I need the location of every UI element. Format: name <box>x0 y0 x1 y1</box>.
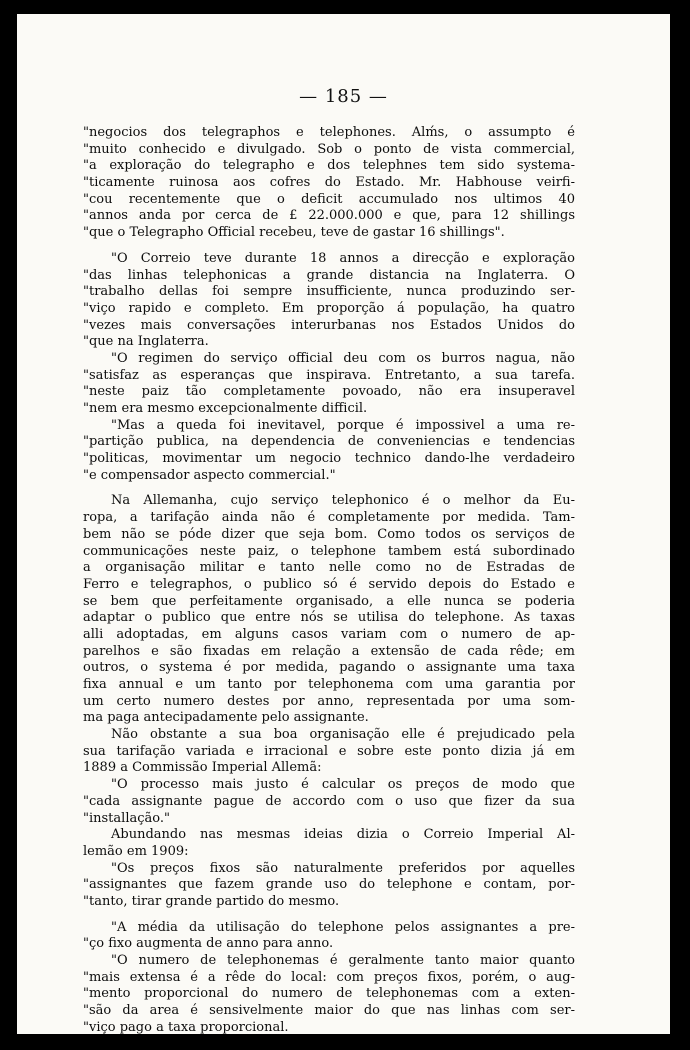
text-line: "a exploração do telegrapho e dos telephnes tem sido systema- <box>83 158 575 174</box>
text-line: lemão em 1909: <box>83 843 189 859</box>
text-line: "vezes mais conversações interurbanas nos Estados Unidos do <box>83 317 575 333</box>
text-line: "trabalho dellas foi sempre insufficiente, nunca produzindo ser- <box>83 284 575 300</box>
text-line: "e compensador aspecto commercial." <box>83 467 336 483</box>
text-line: "assignantes que fazem grande uso do telephone e contam, por- <box>83 877 575 893</box>
text-line: "A média da utilisação do telephone pelos assignantes a pre- <box>111 919 575 935</box>
text-line: "que o Telegrapho Official recebeu, teve de gastar 16 shillings". <box>83 225 505 241</box>
paragraph <box>83 953 575 1034</box>
paragraph-gap <box>83 242 575 251</box>
paragraph <box>83 351 575 418</box>
text-line: "O numero de telephonemas é geralmente tanto maior quanto <box>111 953 575 968</box>
paragraph <box>83 861 575 911</box>
text-line: outros, o systema é por medida, pagando o assignante uma taxa <box>83 660 575 676</box>
text-line: ropa, a tarifação ainda não é completamente por medida. Tam- <box>83 510 575 526</box>
text-line: "installação." <box>83 810 170 826</box>
text-line: "ticamente ruinosa aos cofres do Estado. Mr. Habhouse veirfi- <box>83 175 575 191</box>
paragraph-gap <box>83 484 575 493</box>
paragraph <box>83 418 575 485</box>
text-line: "O Correio teve durante 18 annos a direcção e exploração <box>111 250 575 266</box>
text-line: "viço pago a taxa proporcional. <box>83 1019 289 1034</box>
text-line: Ferro e telegraphos, o publico só é servido depois do Estado e <box>83 576 575 592</box>
paragraph-gap <box>83 911 575 920</box>
page-number: — 185 — <box>299 86 388 107</box>
paragraph <box>83 777 575 827</box>
text-line: "neste paiz tão completamente povoado, não era insuperavel <box>83 384 575 400</box>
text-line: "negocios dos telegraphos e telephones. Alḿs, o assumpto é <box>83 125 575 140</box>
text-line: "satisfaz as esperanças que inspirava. Entretanto, a sua tarefa. <box>83 367 575 383</box>
text-line: "annos anda por cerca de £ 22.000.000 e que, para 12 shillings <box>83 208 575 224</box>
paragraph <box>83 125 575 242</box>
text-line: "muito conhecido e divulgado. Sob o ponto de vista commercial, <box>83 141 575 157</box>
text-line: "viço rapido e completo. Em proporção á população, ha quatro <box>83 300 575 316</box>
text-line: "nem era mesmo excepcionalmente difficil. <box>83 401 368 416</box>
text-line: "que na Inglaterra. <box>83 334 209 350</box>
text-line: se bem que perfeitamente organisado, a elle nunca se poderia <box>83 593 575 609</box>
text-line: "são da area é sensivelmente maior do que nas linhas com ser- <box>83 1003 575 1019</box>
text-line: "das linhas telephonicas a grande distancia na Inglaterra. O <box>83 267 575 283</box>
book-page <box>17 14 670 1034</box>
text-line: "Os preços fixos são naturalmente preferidos por aquelles <box>111 860 575 876</box>
text-line: "politicas, movimentar um negocio technico dando-lhe verdadeiro <box>83 451 575 467</box>
text-line: fixa annual e um tanto por telephonema com uma garantia por <box>83 677 575 692</box>
text-line: ma paga antecipadamente pelo assignante. <box>83 710 369 726</box>
paragraph <box>83 251 575 351</box>
text-line: "ço fixo augmenta de anno para anno. <box>83 936 334 952</box>
text-line: "cada assignante pague de accordo com o uso que fizer da sua <box>83 793 575 809</box>
text-line: "mento proporcional do numero de telephonemas com a exten- <box>83 986 575 1002</box>
text-line: Não obstante a sua boa organisação elle é prejudicado pela <box>111 727 575 743</box>
text-line: alli adoptadas, em alguns casos variam com o numero de ap- <box>83 626 575 642</box>
text-line: sua tarifação variada e irracional e sobre este ponto dizia já em <box>83 743 575 759</box>
text-line: bem não se póde dizer que seja bom. Como todos os serviços de <box>83 526 575 542</box>
paragraph <box>83 827 575 860</box>
text-line: a organisação militar e tanto nelle como no de Estradas de <box>83 560 575 576</box>
text-line: "O regimen do serviço official deu com os burros nagua, não <box>111 350 575 366</box>
text-line: adaptar o publico que entre nós se utilisa do telephone. As taxas <box>83 610 575 626</box>
text-line: "cou recentemente que o deficit accumulado nos ultimos 40 <box>83 191 575 207</box>
paragraph <box>83 727 575 777</box>
text-line: "tanto, tirar grande partido do mesmo. <box>83 893 340 909</box>
paragraph <box>83 493 575 727</box>
text-line: parelhos e são fixadas em relação a extensão de cada rêde; em <box>83 643 575 659</box>
text-line: "O processo mais justo é calcular os preços de modo que <box>111 777 575 793</box>
text-line: Abundando nas mesmas ideias dizia o Correio Imperial Al- <box>111 827 575 843</box>
text-line: "Mas a queda foi inevitavel, porque é impossivel a uma re- <box>111 417 575 433</box>
text-line: um certo numero destes por anno, representada por uma som- <box>83 693 575 709</box>
text-line: "partição publica, na dependencia de conveniencias e tendencias <box>83 434 575 450</box>
text-line: communicações neste paiz, o telephone tambem está subordinado <box>83 543 575 559</box>
body-text <box>83 125 575 1034</box>
text-line: "mais extensa é a rêde do local: com preços fixos, porém, o aug- <box>83 969 575 985</box>
text-line: Na Allemanha, cujo serviço telephonico é o melhor da Eu- <box>111 493 575 509</box>
text-line: 1889 a Commissão Imperial Allemã: <box>83 760 322 776</box>
paragraph <box>83 920 575 953</box>
